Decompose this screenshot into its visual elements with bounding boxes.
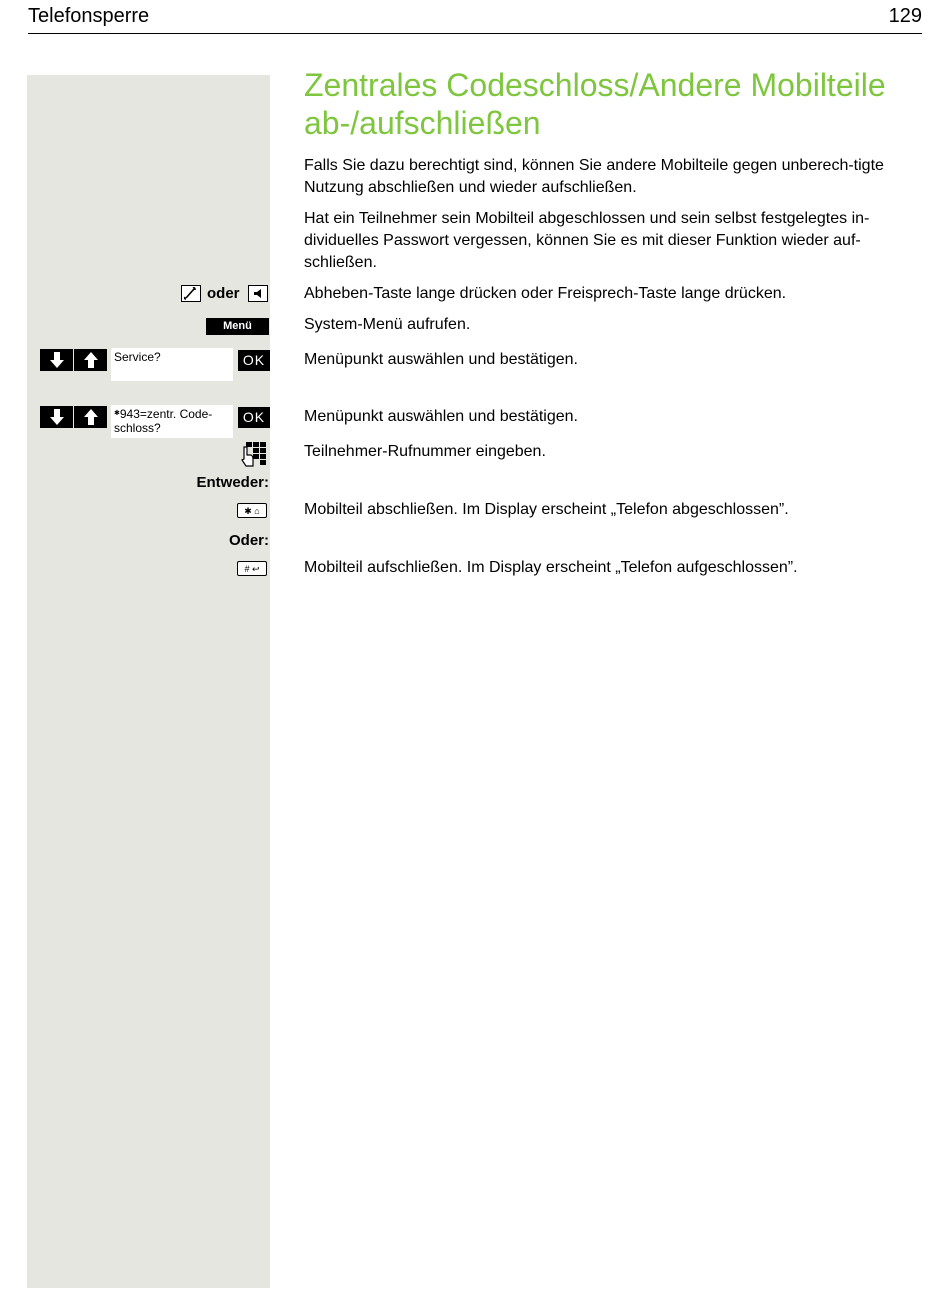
star-icon: ✱ xyxy=(114,410,120,417)
step-lock: Mobilteil abschließen. Im Display erscheint „Telefon abgeschlossen”. xyxy=(304,501,789,518)
intro-paragraph-2: Hat ein Teilnehmer sein Mobilteil abgeschlossen und sein selbst festgelegtes in-dividuelles Passwort vergessen, können Sie es mit dieser Funktion wieder auf-schließen. xyxy=(304,210,870,271)
display-codeschloss-line2: schloss? xyxy=(114,421,161,435)
intro-paragraph-1: Falls Sie dazu berechtigt sind, können Sie andere Mobilteile gegen unberech-tigte Nutzung abschließen und wieder aufschließen. xyxy=(304,157,884,196)
section-title: Telefonsperre xyxy=(28,5,150,27)
display-service xyxy=(111,348,233,381)
menu-button: Menü xyxy=(206,318,269,335)
down-arrow-key-icon xyxy=(40,406,73,428)
page-title: Zentrales Codeschloss/Andere Mobilteile ab-/aufschließen xyxy=(304,67,886,141)
step-offhook: Abheben-Taste lange drücken oder Freisprech-Taste lange drücken. xyxy=(304,285,787,302)
hash-key-icon: # ↩ xyxy=(237,561,267,576)
step-unlock: Mobilteil aufschließen. Im Display erscheint „Telefon aufgeschlossen”. xyxy=(304,559,798,576)
display-codeschloss-line1: 943=zentr. Code- xyxy=(119,407,213,421)
ok-button: OK xyxy=(238,350,270,371)
oder-label: oder xyxy=(207,285,240,302)
speaker-key-icon xyxy=(248,285,268,302)
offhook-key-icon xyxy=(181,285,201,302)
oder-option-label: Oder: xyxy=(228,532,269,549)
step-enter-number: Teilnehmer-Rufnummer eingeben. xyxy=(304,443,546,460)
step-select-codeschloss: Menüpunkt auswählen und bestätigen. xyxy=(304,408,578,425)
page-number: 129 xyxy=(888,5,922,27)
ok-button: OK xyxy=(238,407,270,428)
step-menu: System-Menü aufrufen. xyxy=(304,316,471,333)
header-divider xyxy=(28,33,922,34)
display-service-text: Service? xyxy=(114,350,161,364)
up-arrow-key-icon xyxy=(74,349,107,371)
down-arrow-key-icon xyxy=(40,349,73,371)
keypad-icon xyxy=(240,441,268,469)
key-column-background xyxy=(27,75,270,1288)
star-key-icon: ✱ ⌂ xyxy=(237,503,267,518)
display-codeschloss xyxy=(111,405,233,438)
step-select-service: Menüpunkt auswählen und bestätigen. xyxy=(304,351,578,368)
entweder-label: Entweder: xyxy=(196,474,269,491)
up-arrow-key-icon xyxy=(74,406,107,428)
